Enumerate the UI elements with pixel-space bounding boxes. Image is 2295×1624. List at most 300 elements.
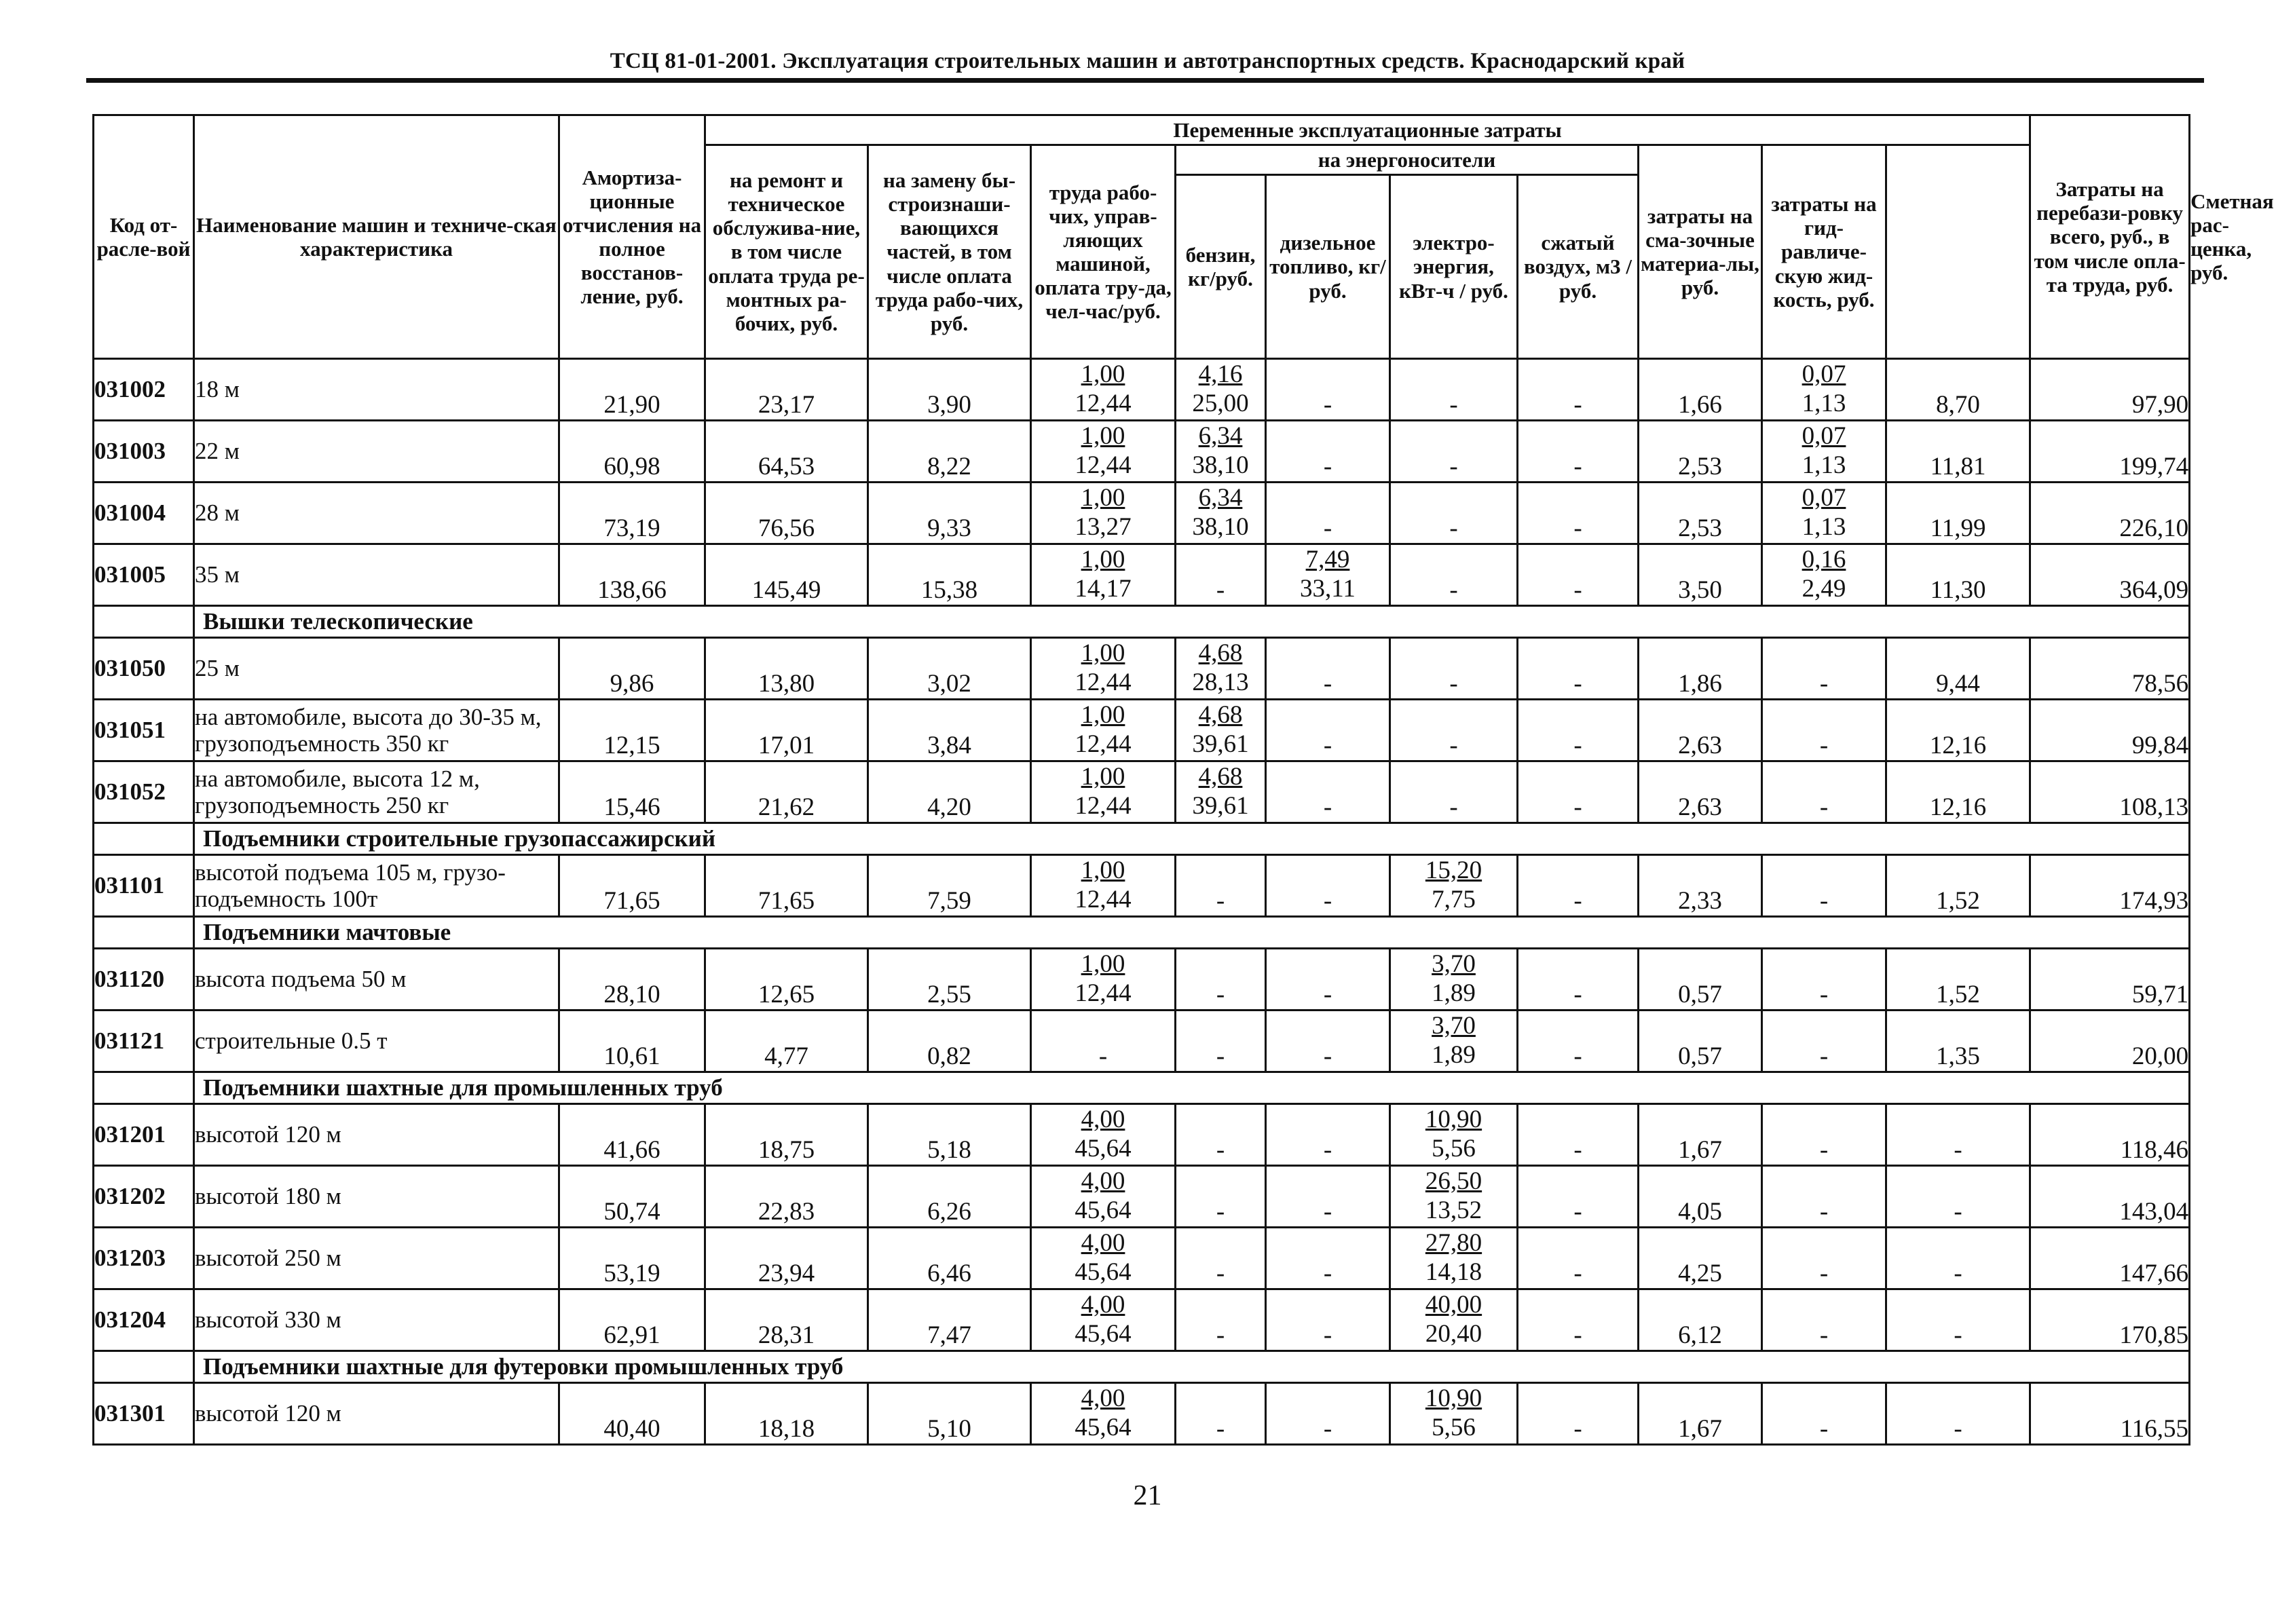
cell-amortization: 62,91: [559, 1289, 705, 1351]
cell-amortization: 50,74: [559, 1166, 705, 1228]
section-blank-cell: [94, 823, 194, 855]
header-amortization: Амортиза-ционные отчисления на полное восстанов-ление, руб.: [559, 115, 705, 359]
table-row: [94, 544, 2190, 606]
norm-value: 1,00: [1081, 422, 1125, 451]
cell-code: 031204: [94, 1289, 194, 1351]
cell-diesel: -: [1266, 421, 1390, 483]
cell-lubricants: 2,53: [1639, 421, 1762, 483]
cell-price: 108,13: [2030, 761, 2190, 823]
header-electricity: электро-энергия, кВт-ч / руб.: [1390, 175, 1518, 359]
cell-repair: 17,01: [705, 700, 868, 761]
cell-code: 031003: [94, 421, 194, 483]
cell-petrol: -: [1176, 855, 1266, 917]
cell-name: 28 м: [194, 483, 559, 544]
section-blank-cell: [94, 1072, 194, 1104]
norm-value: 10,90: [1425, 1384, 1482, 1413]
cell-hydraulic: -: [1762, 700, 1886, 761]
cell-price: 170,85: [2030, 1289, 2190, 1351]
cell-price: 20,00: [2030, 1011, 2190, 1072]
norm-value: 0,07: [1802, 484, 1846, 512]
cell-compressed-air: -: [1518, 1166, 1639, 1228]
cost-value: 28,13: [1192, 668, 1249, 696]
cell-electricity: [1390, 1104, 1518, 1166]
cell-labor: [1031, 1383, 1176, 1445]
norm-value: 4,00: [1081, 1384, 1125, 1413]
cost-value: 20,40: [1425, 1320, 1482, 1348]
cell-price: 147,66: [2030, 1228, 2190, 1289]
cell-electricity: -: [1390, 761, 1518, 823]
cost-value: 1,89: [1432, 1041, 1476, 1069]
cell-labor: [1031, 421, 1176, 483]
norm-value: 4,16: [1198, 360, 1243, 389]
cell-transport: 8,70: [1886, 359, 2030, 421]
cell-price: 78,56: [2030, 638, 2190, 700]
norm-value: 6,34: [1198, 422, 1243, 451]
cell-code: 031005: [94, 544, 194, 606]
cost-value: 25,00: [1192, 390, 1249, 417]
cell-parts: 15,38: [868, 544, 1031, 606]
cell-labor: [1031, 1104, 1176, 1166]
norm-value: 40,00: [1425, 1291, 1482, 1319]
cell-electricity: -: [1390, 544, 1518, 606]
cost-value: 14,17: [1075, 575, 1132, 603]
cell-lubricants: 1,67: [1639, 1383, 1762, 1445]
cell-parts: 5,10: [868, 1383, 1031, 1445]
cell-parts: 4,20: [868, 761, 1031, 823]
section-title: Подъемники шахтные для промышленных труб: [194, 1072, 2190, 1104]
cell-petrol: -: [1176, 1228, 1266, 1289]
cell-electricity: [1390, 1166, 1518, 1228]
norm-value: 1,00: [1081, 639, 1125, 668]
norm-value: 3,70: [1432, 1012, 1476, 1040]
cell-lubricants: 2,33: [1639, 855, 1762, 917]
cell-electricity: -: [1390, 700, 1518, 761]
header-labor: труда рабо-чих, управ-ляющих машиной, оплата тру-да, чел-час/руб.: [1031, 145, 1176, 359]
table-row: [94, 638, 2190, 700]
section-title: Вышки телескопические: [194, 606, 2190, 638]
cell-labor: -: [1031, 1011, 1176, 1072]
cell-petrol: [1176, 638, 1266, 700]
section-header: [94, 1351, 2190, 1383]
cell-code: 031004: [94, 483, 194, 544]
cell-amortization: 53,19: [559, 1228, 705, 1289]
cell-diesel: -: [1266, 483, 1390, 544]
cell-lubricants: 6,12: [1639, 1289, 1762, 1351]
cell-code: 031202: [94, 1166, 194, 1228]
cell-code: 031201: [94, 1104, 194, 1166]
cell-hydraulic: -: [1762, 1289, 1886, 1351]
header-compressed-air: сжатый воздух, м3 / руб.: [1518, 175, 1639, 359]
header-rule: [86, 78, 2204, 83]
table-row: [94, 1383, 2190, 1445]
cell-parts: 3,02: [868, 638, 1031, 700]
section-title: Подъемники строительные грузопассажирский: [194, 823, 2190, 855]
cell-electricity: -: [1390, 421, 1518, 483]
cell-petrol: [1176, 421, 1266, 483]
cell-electricity: [1390, 1383, 1518, 1445]
norm-value: 4,00: [1081, 1229, 1125, 1258]
cell-parts: 8,22: [868, 421, 1031, 483]
cell-lubricants: 1,67: [1639, 1104, 1762, 1166]
cell-compressed-air: -: [1518, 1104, 1639, 1166]
cell-amortization: 21,90: [559, 359, 705, 421]
norm-value: 4,00: [1081, 1106, 1125, 1134]
cell-compressed-air: -: [1518, 761, 1639, 823]
cell-name: высотой 120 м: [194, 1383, 559, 1445]
norm-value: 10,90: [1425, 1106, 1482, 1134]
cell-compressed-air: -: [1518, 700, 1639, 761]
cell-transport: -: [1886, 1383, 2030, 1445]
cell-amortization: 41,66: [559, 1104, 705, 1166]
header-diesel: дизельное топливо, кг/руб.: [1266, 175, 1390, 359]
cell-parts: 3,90: [868, 359, 1031, 421]
cost-value: 1,89: [1432, 979, 1476, 1007]
cell-electricity: [1390, 855, 1518, 917]
cell-electricity: [1390, 1289, 1518, 1351]
table-row: [94, 761, 2190, 823]
cell-compressed-air: -: [1518, 1289, 1639, 1351]
cell-petrol: -: [1176, 1289, 1266, 1351]
cell-parts: 2,55: [868, 949, 1031, 1011]
cell-price: 59,71: [2030, 949, 2190, 1011]
table-row: [94, 421, 2190, 483]
cell-lubricants: 2,63: [1639, 700, 1762, 761]
cost-value: 45,64: [1075, 1196, 1132, 1224]
cell-hydraulic: [1762, 483, 1886, 544]
cell-hydraulic: -: [1762, 1104, 1886, 1166]
cell-transport: 12,16: [1886, 700, 2030, 761]
cell-diesel: -: [1266, 700, 1390, 761]
cell-electricity: [1390, 1011, 1518, 1072]
cell-hydraulic: -: [1762, 1383, 1886, 1445]
page-number: 21: [1133, 1480, 1162, 1511]
cell-price: 116,55: [2030, 1383, 2190, 1445]
cell-diesel: -: [1266, 638, 1390, 700]
cell-price: 97,90: [2030, 359, 2190, 421]
cell-petrol: -: [1176, 949, 1266, 1011]
header-parts: на замену бы-строизнаши-вающихся частей, в том числе оплата труда рабо-чих, руб.: [868, 145, 1031, 359]
cost-value: 45,64: [1075, 1414, 1132, 1441]
cell-name: на автомобиле, высота до 30-35 м, грузоподъемность 350 кг: [194, 700, 559, 761]
cell-lubricants: 4,05: [1639, 1166, 1762, 1228]
cell-parts: 0,82: [868, 1011, 1031, 1072]
cell-price: 174,93: [2030, 855, 2190, 917]
cell-repair: 23,17: [705, 359, 868, 421]
cost-value: 12,44: [1075, 451, 1132, 479]
cell-electricity: -: [1390, 483, 1518, 544]
cell-compressed-air: -: [1518, 1011, 1639, 1072]
cell-hydraulic: [1762, 544, 1886, 606]
cell-hydraulic: -: [1762, 761, 1886, 823]
cell-amortization: 40,40: [559, 1383, 705, 1445]
cell-diesel: -: [1266, 761, 1390, 823]
cell-transport: -: [1886, 1228, 2030, 1289]
cell-hydraulic: -: [1762, 949, 1886, 1011]
cell-amortization: 15,46: [559, 761, 705, 823]
cell-code: 031050: [94, 638, 194, 700]
section-blank-cell: [94, 917, 194, 949]
norm-value: 1,00: [1081, 763, 1125, 791]
header-name: Наименование машин и техниче-ская характеристика: [194, 115, 559, 359]
norm-value: 15,20: [1425, 856, 1482, 885]
norm-value: 27,80: [1425, 1229, 1482, 1258]
cell-code: 031120: [94, 949, 194, 1011]
cell-diesel: -: [1266, 1011, 1390, 1072]
cost-value: 38,10: [1192, 451, 1249, 479]
cell-repair: 18,18: [705, 1383, 868, 1445]
cell-compressed-air: -: [1518, 421, 1639, 483]
cell-transport: -: [1886, 1104, 2030, 1166]
cost-value: 12,44: [1075, 730, 1132, 758]
cell-amortization: 10,61: [559, 1011, 705, 1072]
cell-amortization: 12,15: [559, 700, 705, 761]
cell-diesel: -: [1266, 1166, 1390, 1228]
cell-amortization: 60,98: [559, 421, 705, 483]
cell-lubricants: 2,53: [1639, 483, 1762, 544]
table-row: [94, 855, 2190, 917]
header-hydraulic: затраты на гид-равличе-скую жид-кость, руб.: [1762, 145, 1886, 359]
cell-repair: 64,53: [705, 421, 868, 483]
cell-amortization: 138,66: [559, 544, 705, 606]
cell-diesel: -: [1266, 949, 1390, 1011]
cell-repair: 23,94: [705, 1228, 868, 1289]
cell-transport: 9,44: [1886, 638, 2030, 700]
header-code: Код от-расле-вой: [94, 115, 194, 359]
cell-transport: 1,52: [1886, 855, 2030, 917]
cell-code: 031301: [94, 1383, 194, 1445]
cell-labor: [1031, 544, 1176, 606]
table-row: [94, 483, 2190, 544]
section-title: Подъемники мачтовые: [194, 917, 2190, 949]
norm-value: 1,00: [1081, 360, 1125, 389]
cell-labor: [1031, 1289, 1176, 1351]
section-header: [94, 1072, 2190, 1104]
cell-hydraulic: [1762, 421, 1886, 483]
section-header: [94, 917, 2190, 949]
cell-compressed-air: -: [1518, 1383, 1639, 1445]
cell-transport: 1,52: [1886, 949, 2030, 1011]
cost-value: 1,13: [1802, 451, 1846, 479]
cell-transport: 11,99: [1886, 483, 2030, 544]
norm-value: 0,07: [1802, 422, 1846, 451]
cell-name: 35 м: [194, 544, 559, 606]
header-energy: на энергоносители: [1176, 145, 1639, 175]
cell-electricity: -: [1390, 638, 1518, 700]
cell-transport: -: [1886, 1166, 2030, 1228]
cell-transport: 12,16: [1886, 761, 2030, 823]
cell-diesel: -: [1266, 1104, 1390, 1166]
cell-price: 143,04: [2030, 1166, 2190, 1228]
table-row: [94, 1166, 2190, 1228]
cell-electricity: [1390, 1228, 1518, 1289]
cell-price: 118,46: [2030, 1104, 2190, 1166]
cell-petrol: [1176, 700, 1266, 761]
cell-name: высота подъема 50 м: [194, 949, 559, 1011]
norm-value: 4,00: [1081, 1291, 1125, 1319]
cell-lubricants: 4,25: [1639, 1228, 1762, 1289]
cell-compressed-air: -: [1518, 949, 1639, 1011]
norm-value: 3,70: [1432, 950, 1476, 979]
cell-lubricants: 1,86: [1639, 638, 1762, 700]
cell-amortization: 71,65: [559, 855, 705, 917]
cell-diesel: -: [1266, 855, 1390, 917]
cell-hydraulic: [1762, 359, 1886, 421]
header-lubricants: затраты на сма-зочные материа-лы, руб.: [1639, 145, 1762, 359]
cell-repair: 13,80: [705, 638, 868, 700]
cell-price: 226,10: [2030, 483, 2190, 544]
cost-value: 5,56: [1432, 1414, 1476, 1441]
cell-parts: 6,26: [868, 1166, 1031, 1228]
cell-petrol: -: [1176, 1383, 1266, 1445]
cell-repair: 4,77: [705, 1011, 868, 1072]
cell-labor: [1031, 855, 1176, 917]
cell-petrol: [1176, 483, 1266, 544]
cell-price: 99,84: [2030, 700, 2190, 761]
cell-diesel: -: [1266, 1228, 1390, 1289]
section-title: Подъемники шахтные для футеровки промышленных труб: [194, 1351, 2190, 1383]
table-row: [94, 700, 2190, 761]
cell-transport: 11,81: [1886, 421, 2030, 483]
cost-value: 12,44: [1075, 390, 1132, 417]
cell-name: строительные 0.5 т: [194, 1011, 559, 1072]
norm-value: 4,00: [1081, 1167, 1125, 1196]
cell-repair: 71,65: [705, 855, 868, 917]
cell-name: на автомобиле, высота 12 м, грузоподъемность 250 кг: [194, 761, 559, 823]
cell-lubricants: 0,57: [1639, 949, 1762, 1011]
cost-value: 45,64: [1075, 1258, 1132, 1286]
cell-petrol: [1176, 359, 1266, 421]
cell-name: высотой 180 м: [194, 1166, 559, 1228]
cell-code: 031121: [94, 1011, 194, 1072]
norm-value: 4,68: [1198, 763, 1243, 791]
norm-value: 1,00: [1081, 950, 1125, 979]
cost-value: 12,44: [1075, 668, 1132, 696]
cell-name: высотой 250 м: [194, 1228, 559, 1289]
cell-repair: 76,56: [705, 483, 868, 544]
cost-value: 13,52: [1425, 1196, 1482, 1224]
cell-code: 031203: [94, 1228, 194, 1289]
cost-value: 12,44: [1075, 886, 1132, 913]
machine-cost-table: Код от-расле-вой Наименование машин и техниче-ская характеристика Амортиза-ционные отчисления на полное восстанов-ление, руб. Переменные эксплуатационные затраты Затраты на перебази-ровку всего, руб., в том числе опла-та труда, руб. Сметная рас-ценка, руб. на ремонт и техническое обслужива-ние, в том числе оплата труда ре-монтных ра-бочих, руб. на замену бы-строизнаши-вающихся частей, в том числе оплата труда рабо-чих, руб. труда рабо-чих, управ-ляющих машиной, оплата тру-да, чел-час/руб. на энергоносители затраты на сма-зочные материа-лы, руб. затраты на гид-равличе-скую жид-кость, руб. бензин, кг/руб. дизельное топливо, кг/руб. электро-энергия, кВт-ч / руб. сжатый воздух, м3 / руб. 031002 18 м 21,90 23,17 3,90 1,00 12,44 4,16 25,00 - - - 1,66 0,07 1,13 8,70 97,90 031003 22 м 60,98 64,53 8,22 1,00 12,44 6,34 38,10 - - - 2,53 0,07 1,13 11,81 199,74 031004 28 м 73,19 76,56 9,33 1,00 13,27 6,34 38,10 - - - 2,53 0,07 1,13 11,99 226,10 031005 35 м 138,66 145,49 15,38 1,00 14,17 - 7,49 33,11 - - 3,50 0,16 2,49 11,30 364,09 Вышки телескопические 031050 25 м 9,86 13,80 3,02 1,00 12,44 4,68 28,13 - - - 1,86 - 9,44 78,56 031051 на автомобиле, высота до 30-35 м, грузоподъемность 350 кг 12,15 17,01 3,84 1,00 12,44 4,68 39,61 - - - 2,63 - 12,16 99,84 031052 на автомобиле, высота 12 м, грузоподъемность 250 кг 15,46 21,62 4,20 1,00 12,44 4,68 39,61 - - - 2,63 - 12,16 108,13 Подъемники строительные грузопассажирский 031101 высотой подъема 105 м, грузо-подъемность 100т 71,65 71,65 7,59 1,00 12,44 - - 15,20 7,75 - 2,33 - 1,52 174,93 Подъемники мачтовые 031120 высота подъема 50 м 28,10 12,65 2,55 1,00 12,44 - - 3,70 1,89 - 0,57 - 1,52 59,71 031121 строительные 0.5 т 10,61 4,77 0,82 - - - 3,70 1,89 - 0,57 - 1,35 20,00 Подъемники шахтные для промышленных труб 031201 высотой 120 м 41,66 18,75 5,18 4,00 45,64 - - 10,90 5,56 - 1,67 - - 118,46 031202 высотой 180 м 50,74 22,83 6,26 4,00 45,64 - - 26,50 13,52 - 4,05 - - 143,04 031203 высотой 250 м 53,19 23,94 6,46 4,00 45,64 - - 27,80 14,18 - 4,25 - - 147,66 031204 высотой 330 м 62,91 28,31 7,47 4,00 45,64 - - 40,00 20,40 - 6,12 - - 170,85 Подъемники шахтные для футеровки промышленных труб 031301 высотой 120 м 40,40 18,18 5,10 4,00 45,64 - - 10,90 5,56 - 1,67 - - 116,55: [92, 114, 2190, 1446]
section-blank-cell: [94, 606, 194, 638]
cell-labor: [1031, 761, 1176, 823]
norm-value: 1,00: [1081, 484, 1125, 512]
cell-code: 031051: [94, 700, 194, 761]
cell-hydraulic: -: [1762, 638, 1886, 700]
cell-parts: 7,47: [868, 1289, 1031, 1351]
cost-value: 2,49: [1802, 575, 1846, 603]
cell-name: высотой 330 м: [194, 1289, 559, 1351]
cell-lubricants: 1,66: [1639, 359, 1762, 421]
norm-value: 0,16: [1802, 546, 1846, 574]
cell-diesel: -: [1266, 359, 1390, 421]
cell-labor: [1031, 483, 1176, 544]
cost-value: 7,75: [1432, 886, 1476, 913]
cell-name: высотой подъема 105 м, грузо-подъемность 100т: [194, 855, 559, 917]
cell-diesel: -: [1266, 1289, 1390, 1351]
cell-parts: 5,18: [868, 1104, 1031, 1166]
table-row: [94, 1289, 2190, 1351]
cell-transport: 11,30: [1886, 544, 2030, 606]
header-variable-costs: Переменные эксплуатационные затраты: [705, 115, 2030, 145]
cost-value: 13,27: [1075, 513, 1132, 541]
cost-value: 38,10: [1192, 513, 1249, 541]
cell-parts: 3,84: [868, 700, 1031, 761]
cell-repair: 22,83: [705, 1166, 868, 1228]
table-row: [94, 359, 2190, 421]
cell-labor: [1031, 949, 1176, 1011]
cell-price: 364,09: [2030, 544, 2190, 606]
cell-compressed-air: -: [1518, 1228, 1639, 1289]
cell-code: 031101: [94, 855, 194, 917]
cell-code: 031002: [94, 359, 194, 421]
cell-hydraulic: -: [1762, 1166, 1886, 1228]
cell-name: высотой 120 м: [194, 1104, 559, 1166]
cell-labor: [1031, 359, 1176, 421]
norm-value: 6,34: [1198, 484, 1243, 512]
cell-repair: 28,31: [705, 1289, 868, 1351]
cell-lubricants: 2,63: [1639, 761, 1762, 823]
norm-value: 7,49: [1305, 546, 1350, 574]
table-row: [94, 1228, 2190, 1289]
cost-value: 1,13: [1802, 513, 1846, 541]
cost-value: 5,56: [1432, 1135, 1476, 1163]
cost-value: 45,64: [1075, 1320, 1132, 1348]
section-header: [94, 823, 2190, 855]
cell-transport: -: [1886, 1289, 2030, 1351]
norm-value: 4,68: [1198, 639, 1243, 668]
cell-lubricants: 0,57: [1639, 1011, 1762, 1072]
section-header: [94, 606, 2190, 638]
cell-compressed-air: -: [1518, 855, 1639, 917]
page-title: ТСЦ 81-01-2001. Эксплуатация строительных машин и автотранспортных средств. Краснодарский край: [610, 49, 1685, 73]
cell-petrol: -: [1176, 544, 1266, 606]
cell-name: 25 м: [194, 638, 559, 700]
norm-value: 1,00: [1081, 856, 1125, 885]
cell-labor: [1031, 638, 1176, 700]
section-blank-cell: [94, 1351, 194, 1383]
cell-electricity: -: [1390, 359, 1518, 421]
cost-value: 12,44: [1075, 792, 1132, 820]
cell-repair: 12,65: [705, 949, 868, 1011]
cell-labor: [1031, 700, 1176, 761]
cell-transport: 1,35: [1886, 1011, 2030, 1072]
cell-compressed-air: -: [1518, 359, 1639, 421]
header-repair: на ремонт и техническое обслужива-ние, в том числе оплата труда ре-монтных ра-бочих, руб.: [705, 145, 868, 359]
cell-parts: 6,46: [868, 1228, 1031, 1289]
cell-hydraulic: -: [1762, 855, 1886, 917]
cell-repair: 21,62: [705, 761, 868, 823]
cell-compressed-air: -: [1518, 483, 1639, 544]
cell-petrol: [1176, 761, 1266, 823]
cell-petrol: -: [1176, 1166, 1266, 1228]
cost-value: 14,18: [1425, 1258, 1482, 1286]
cell-amortization: 73,19: [559, 483, 705, 544]
cost-value: 39,61: [1192, 730, 1249, 758]
cost-value: 1,13: [1802, 390, 1846, 417]
norm-value: 26,50: [1425, 1167, 1482, 1196]
cell-labor: [1031, 1228, 1176, 1289]
cell-electricity: [1390, 949, 1518, 1011]
cell-name: 18 м: [194, 359, 559, 421]
norm-value: 1,00: [1081, 701, 1125, 730]
cost-value: 33,11: [1300, 575, 1356, 603]
cost-value: 39,61: [1192, 792, 1249, 820]
cell-repair: 145,49: [705, 544, 868, 606]
cost-value: 45,64: [1075, 1135, 1132, 1163]
cell-hydraulic: -: [1762, 1228, 1886, 1289]
cell-repair: 18,75: [705, 1104, 868, 1166]
